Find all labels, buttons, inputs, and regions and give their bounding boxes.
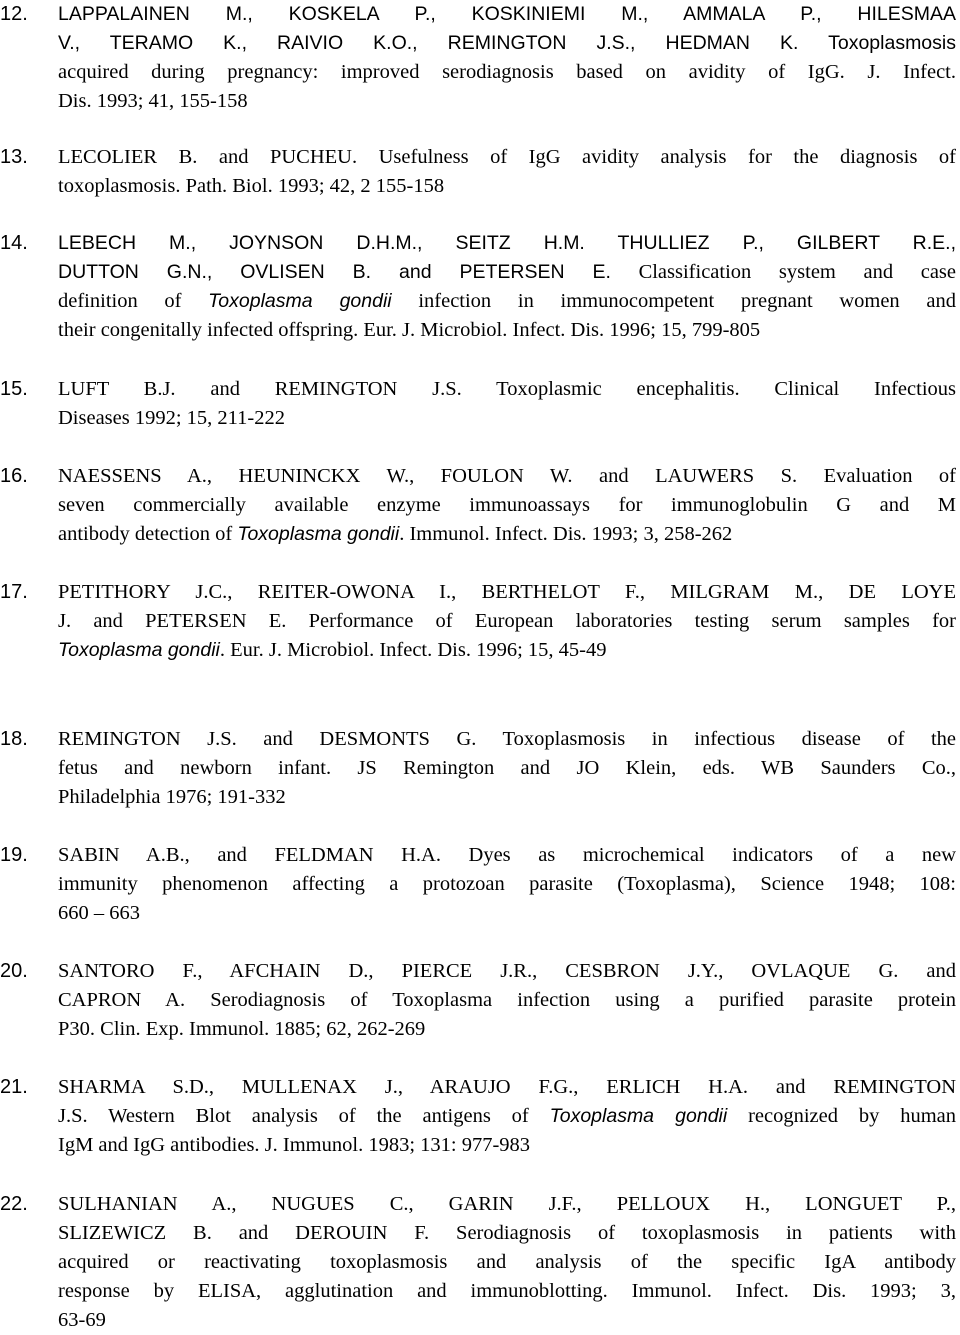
species-name: Toxoplasma gondii [237,523,400,545]
species-name: Toxoplasma gondii [208,290,392,312]
reference-number: 12. [0,3,28,25]
reference-line [58,1102,956,1131]
reference-line: P30. Clin. Exp. Immunol. 1885; 62, 262-269 [58,1018,426,1040]
reference-number: 22. [0,1193,28,1215]
reference-line: acquired or reactivating toxoplasmosis and analysis of the specific IgA antibody [58,1251,956,1273]
reference-line [58,520,956,549]
reference-line: Dis. 1993; 41, 155-158 [58,90,248,112]
reference-line: fetus and newborn infant. JS Remington and JO Klein, eds. WB Saunders Co., [58,757,956,779]
reference-text [58,725,956,812]
reference-line: immunity phenomenon affecting a protozoan parasite (Toxoplasma), Science 1948; 108: [58,873,956,895]
reference-line: 660 – 663 [58,902,140,924]
reference-text [58,462,956,549]
reference-number: 16. [0,465,28,487]
reference-text [58,229,956,345]
reference-line [58,258,956,287]
reference-line: SHARMA S.D., MULLENAX J., ARAUJO F.G., ERLICH H.A. and REMINGTON [58,1076,956,1098]
reference-number: 17. [0,581,28,603]
reference-line: LEBECH M., JOYNSON D.H.M., SEITZ H.M. THULLIEZ P., GILBERT R.E., [58,232,956,254]
reference-number: 14. [0,232,28,254]
reference-line: IgM and IgG antibodies. J. Immunol. 1983; 131: 977-983 [58,1134,531,1156]
species-name: Toxoplasma gondii [549,1105,728,1127]
reference-line: toxoplasmosis. Path. Biol. 1993; 42, 2 155-158 [58,175,445,197]
reference-text-segment: J.S. Western Blot analysis of the antigens of [58,1105,550,1127]
reference-text [58,0,956,116]
reference-text [58,957,956,1044]
reference-line: PETITHORY J.C., REITER-OWONA I., BERTHELOT F., MILGRAM M., DE LOYE [58,581,956,603]
reference-line: REMINGTON J.S. and DESMONTS G. Toxoplasmosis in infectious disease of the [58,728,956,750]
reference-title: Classification system and case [610,261,956,283]
reference-text [58,143,956,201]
reference-authors: DUTTON G.N., OVLISEN B. and PETERSEN E. [58,261,611,283]
reference-line: SABIN A.B., and FELDMAN H.A. Dyes as microchemical indicators of a new [58,844,956,866]
reference-number: 20. [0,960,28,982]
reference-line: J. and PETERSEN E. Performance of European laboratories testing serum samples for [58,610,956,632]
reference-line: LAPPALAINEN M., KOSKELA P., KOSKINIEMI M., AMMALA P., HILESMAA [58,3,956,25]
reference-line: SLIZEWICZ B. and DEROUIN F. Serodiagnosis of toxoplasmosis in patients with [58,1222,956,1244]
reference-line: seven commercially available enzyme immunoassays for immunoglobulin G and M [58,494,956,516]
reference-text-segment: antibody detection of [58,523,238,545]
reference-line: NAESSENS A., HEUNINCKX W., FOULON W. and LAUWERS S. Evaluation of [58,465,956,487]
reference-text [58,841,956,928]
reference-number: 13. [0,146,28,168]
species-name: Toxoplasma gondii [58,639,220,661]
reference-line: SULHANIAN A., NUGUES C., GARIN J.F., PELLOUX H., LONGUET P., [58,1193,956,1215]
reference-line [58,287,956,316]
reference-number: 19. [0,844,28,866]
reference-text-segment: infection in immunocompetent pregnant women and [391,290,956,312]
reference-line: LUFT B.J. and REMINGTON J.S. Toxoplasmic encephalitis. Clinical Infectious [58,378,956,400]
reference-line: response by ELISA, agglutination and immunoblotting. Immunol. Infect. Dis. 1993; 3, [58,1280,956,1302]
reference-line: LECOLIER B. and PUCHEU. Usefulness of IgG avidity analysis for the diagnosis of [58,146,956,168]
reference-text [58,1190,956,1335]
reference-line: their congenitally infected offspring. Eur. J. Microbiol. Infect. Dis. 1996; 15, 799-805 [58,319,761,341]
reference-line: CAPRON A. Serodiagnosis of Toxoplasma infection using a purified parasite protein [58,989,956,1011]
reference-text [58,375,956,433]
reference-text-segment: . Immunol. Infect. Dis. 1993; 3, 258-262 [399,523,733,545]
reference-line: Philadelphia 1976; 191-332 [58,786,286,808]
reference-text [58,578,956,665]
reference-text-segment: recognized by human [727,1105,957,1127]
reference-number: 15. [0,378,28,400]
reference-text [58,1073,956,1160]
reference-number: 21. [0,1076,28,1098]
reference-line: acquired during pregnancy: improved serodiagnosis based on avidity of IgG. J. Infect. [58,61,956,83]
reference-text-segment: . Eur. J. Microbiol. Infect. Dis. 1996; 15, 45-49 [219,639,607,661]
reference-number: 18. [0,728,28,750]
reference-text-segment: definition of [58,290,209,312]
reference-line [58,636,956,665]
reference-line: 63-69 [58,1309,106,1331]
reference-line: V., TERAMO K., RAIVIO K.O., REMINGTON J.S., HEDMAN K. Toxoplasmosis [58,32,956,54]
reference-line: SANTORO F., AFCHAIN D., PIERCE J.R., CESBRON J.Y., OVLAQUE G. and [58,960,956,982]
reference-line: Diseases 1992; 15, 211-222 [58,407,285,429]
